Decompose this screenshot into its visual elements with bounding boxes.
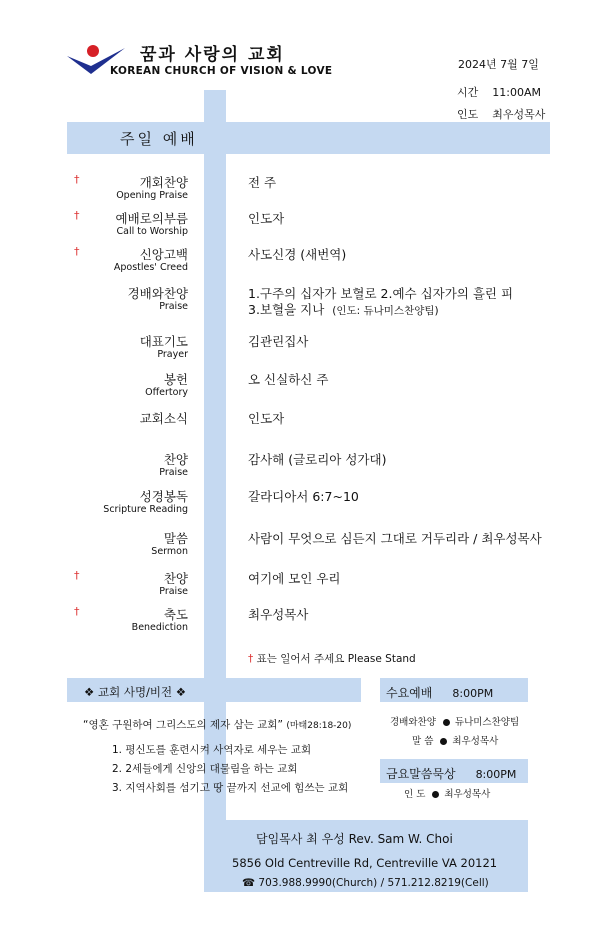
wednesday-title: 수요예배: [386, 686, 433, 700]
order-item-ko: 말씀: [163, 531, 188, 546]
line-value: 최우성목사: [444, 789, 491, 800]
bullet-icon: [440, 738, 447, 745]
order-item-value: 인도자: [248, 211, 285, 226]
order-item-en: Benediction: [131, 622, 188, 633]
service-title: 주일 예배: [120, 130, 198, 148]
church-name-ko: 꿈과 사랑의 교회: [140, 45, 285, 65]
order-item-value: 사도신경 (새번역): [248, 247, 347, 262]
order-item-value-cont: [248, 300, 439, 318]
bullet-icon: [443, 719, 450, 726]
wednesday-heading: [386, 684, 493, 701]
order-item-en: Praise: [159, 467, 188, 478]
order-row: [0, 529, 600, 563]
mission-quote-ref: (마태28:18-20): [286, 721, 352, 731]
order-item-ko: 찬양: [163, 452, 188, 467]
friday-time: 8:00PM: [475, 768, 517, 781]
order-item-en: Offertory: [145, 387, 188, 398]
order-row: [0, 245, 600, 279]
order-item-en: Praise: [159, 586, 188, 597]
order-item-value: 1.구주의 십자가 보혈로 2.예수 십자가의 흘린 피: [248, 286, 514, 301]
order-item-value: 김관린집사: [248, 334, 309, 349]
stand-cross-icon: †: [74, 173, 80, 186]
order-row: [0, 209, 600, 243]
leader-label: 인도: [457, 108, 479, 121]
order-row: [0, 409, 600, 443]
order-item-en: Sermon: [151, 546, 188, 557]
stand-note: [248, 651, 416, 666]
order-row: [0, 487, 600, 521]
order-item-value: 갈라디아서 6:7~10: [248, 489, 359, 504]
order-row: [0, 605, 600, 639]
mission-quote: [83, 717, 351, 732]
mission-quote-text: “영혼 구원하여 그리스도의 제자 삼는 교회”: [83, 719, 283, 731]
church-address: 5856 Old Centreville Rd, Centreville VA 20121: [232, 856, 498, 870]
line-label: 경배와찬양: [390, 717, 436, 728]
leader-value: 최우성목사: [492, 108, 546, 121]
service-leader: [457, 106, 545, 122]
stand-cross-icon: †: [74, 245, 80, 258]
order-item-en: Praise: [159, 301, 188, 312]
line-value: 듀나미스찬양팀: [454, 717, 520, 728]
order-item-ko: 예배로의부름: [115, 211, 188, 226]
order-item-en: Apostles' Creed: [113, 262, 188, 273]
friday-heading: [386, 765, 516, 782]
bullet-icon: [432, 791, 439, 798]
wednesday-time: 8:00PM: [452, 687, 494, 700]
stand-cross-icon: †: [248, 653, 254, 665]
pastor-name: 담임목사 최 우성 Rev. Sam W. Choi: [256, 832, 453, 846]
order-item-ko: 축도: [163, 607, 188, 622]
service-time: [457, 84, 541, 100]
order-item-ko: 신앙고백: [139, 247, 188, 262]
order-item-en: Opening Praise: [116, 190, 188, 201]
order-row: [0, 284, 600, 318]
order-item-ko: 경배와찬양: [127, 286, 188, 301]
friday-line: [404, 786, 490, 800]
service-date: 2024년 7월 7일: [458, 58, 539, 71]
church-phone: ☎ 703.988.9990(Church) / 571.212.8219(Cell): [242, 877, 489, 889]
order-item-note: (인도: 듀나미스찬양팀): [332, 305, 439, 317]
mission-item: 3. 지역사회를 섬기고 땅 끝까지 선교에 힘쓰는 교회: [112, 782, 349, 794]
order-item-value-line2: 3.보혈을 지나: [248, 302, 325, 317]
order-item-ko: 찬양: [163, 571, 188, 586]
order-item-en: Prayer: [157, 349, 188, 360]
order-item-value: 감사해 (글로리아 성가대): [248, 452, 387, 467]
order-item-value: 오 신실하신 주: [248, 372, 329, 387]
order-item-en: Scripture Reading: [103, 504, 188, 515]
stand-cross-icon: †: [74, 209, 80, 222]
order-row: [0, 173, 600, 207]
order-row: [0, 569, 600, 603]
mission-item: 2. 2세들에게 신앙의 대물림을 하는 교회: [112, 763, 298, 775]
order-row: [0, 450, 600, 484]
stand-cross-icon: †: [74, 605, 80, 618]
order-row: [0, 332, 600, 366]
order-item-ko: 교회소식: [139, 411, 188, 426]
stand-note-text: 표는 일어서 주세요 Please Stand: [256, 653, 416, 665]
wednesday-line: [412, 733, 498, 747]
order-item-value: 인도자: [248, 411, 285, 426]
church-name-en: KOREAN CHURCH OF VISION & LOVE: [110, 65, 333, 77]
mission-item: 1. 평신도를 훈련시켜 사역자로 세우는 교회: [112, 744, 312, 756]
stand-cross-icon: †: [74, 569, 80, 582]
order-row: [0, 370, 600, 404]
order-item-ko: 개회찬양: [139, 175, 188, 190]
line-label: 인 도: [404, 789, 426, 800]
order-item-ko: 성경봉독: [139, 489, 188, 504]
order-item-value: 여기에 모인 우리: [248, 571, 341, 586]
order-item-en: Call to Worship: [116, 226, 188, 237]
order-item-value: 최우성목사: [248, 607, 309, 622]
line-label: 말 씀: [412, 736, 434, 747]
order-item-value: 사람이 무엇으로 심든지 그대로 거두리라 / 최우성목사: [248, 531, 542, 546]
time-value: 11:00AM: [492, 86, 541, 99]
wednesday-line: [390, 714, 519, 728]
mission-heading: ❖ 교회 사명/비전 ❖: [84, 685, 187, 699]
line-value: 최우성목사: [452, 736, 499, 747]
order-item-ko: 대표기도: [139, 334, 188, 349]
time-label: 시간: [457, 86, 479, 99]
order-item-value: 전 주: [248, 175, 277, 190]
friday-title: 금요말씀묵상: [386, 767, 456, 781]
order-item-ko: 봉헌: [163, 372, 188, 387]
